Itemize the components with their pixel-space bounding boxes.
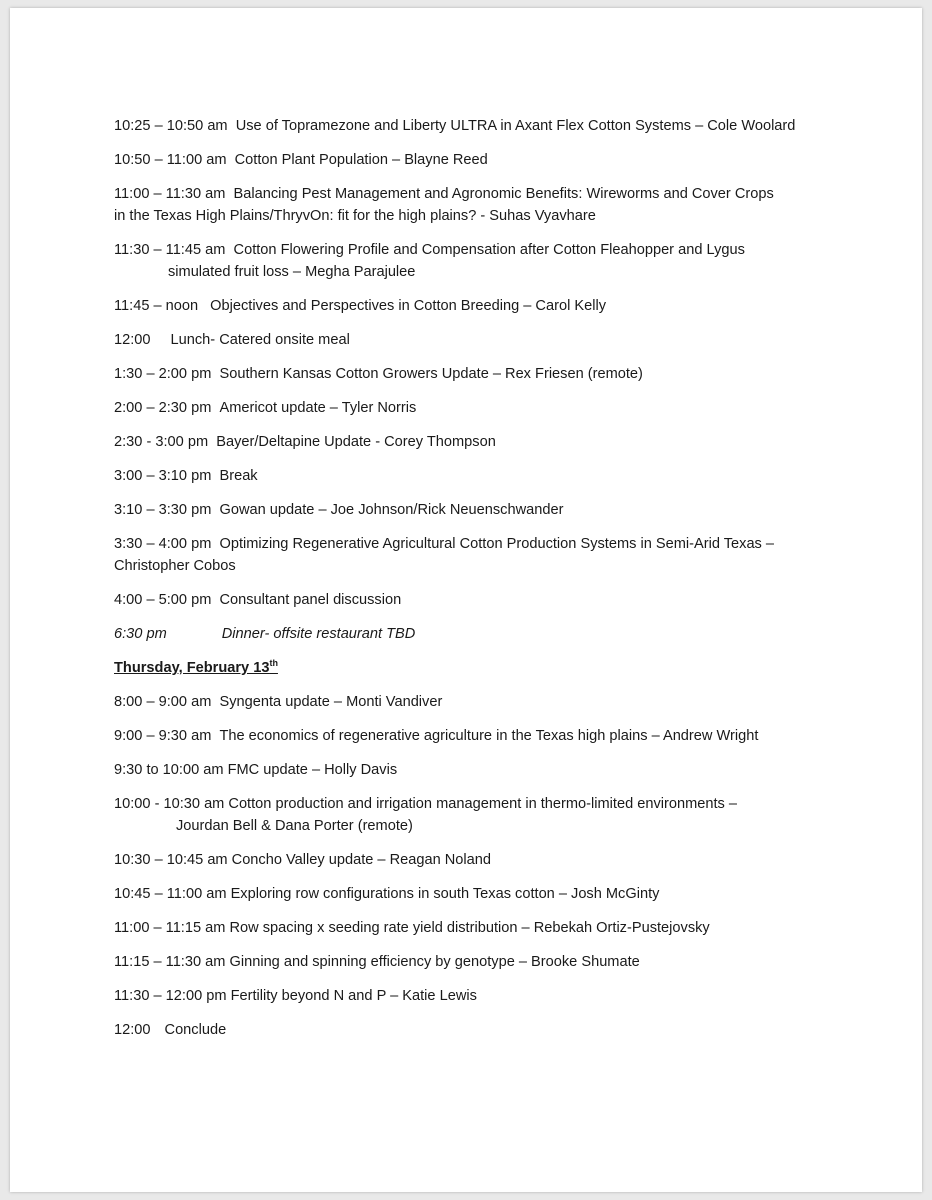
agenda-time: 11:30 – 12:00 pm [114, 988, 227, 1004]
agenda-item [114, 883, 814, 905]
agenda-time: 9:30 to 10:00 am [114, 762, 224, 778]
agenda-title: Lunch- Catered onsite meal [170, 332, 350, 348]
agenda-title: Row spacing x seeding rate yield distribution – Rebekah Ortiz-Pustejovsky [229, 920, 710, 936]
agenda-title: Concho Valley update – Reagan Noland [231, 852, 492, 868]
agenda-title: Break [219, 468, 258, 484]
agenda-title-continued: Christopher Cobos [114, 558, 236, 574]
agenda-item [114, 623, 814, 645]
agenda-title: Optimizing Regenerative Agricultural Cotton Production Systems in Semi-Arid Texas – [219, 536, 775, 552]
agenda-item [114, 499, 814, 521]
agenda-item [114, 725, 814, 747]
agenda-time: 11:45 – noon [114, 298, 199, 314]
agenda-time: 11:15 – 11:30 am [114, 954, 226, 970]
agenda-title: Exploring row configurations in south Texas cotton – Josh McGinty [230, 886, 660, 902]
agenda-title: Fertility beyond N and P – Katie Lewis [230, 988, 477, 1004]
agenda-title: The economics of regenerative agriculture in the Texas high plains – Andrew Wright [219, 728, 759, 744]
agenda-title: Objectives and Perspectives in Cotton Breeding – Carol Kelly [210, 298, 606, 314]
agenda-title: Bayer/Deltapine Update - Corey Thompson [216, 434, 496, 450]
agenda-time: 11:00 – 11:30 am [114, 186, 226, 202]
agenda-time: 2:30 - 3:00 pm [114, 434, 209, 450]
agenda-time: 4:00 – 5:00 pm [114, 592, 212, 608]
agenda-time: 3:30 – 4:00 pm [114, 536, 212, 552]
agenda-time: 1:30 – 2:00 pm [114, 366, 212, 382]
agenda-title-continued: in the Texas High Plains/ThryvOn: fit for the high plains? - Suhas Vyavhare [114, 208, 596, 224]
agenda-title: Conclude [164, 1022, 227, 1038]
agenda-title: Cotton Plant Population – Blayne Reed [234, 152, 488, 168]
agenda-time: 10:25 – 10:50 am [114, 118, 228, 134]
agenda-item [114, 329, 814, 351]
agenda-item [114, 589, 814, 611]
agenda-item [114, 363, 814, 385]
agenda-title: Syngenta update – Monti Vandiver [219, 694, 443, 710]
agenda-title: Use of Topramezone and Liberty ULTRA in Axant Flex Cotton Systems – Cole Woolard [235, 118, 796, 134]
agenda-time: 11:00 – 11:15 am [114, 920, 226, 936]
agenda-item [114, 849, 814, 871]
agenda [114, 115, 814, 1053]
day-heading [114, 657, 814, 679]
agenda-item [114, 691, 814, 713]
agenda-item [114, 917, 814, 939]
agenda-item [114, 149, 814, 171]
document-page [10, 8, 922, 1192]
agenda-title: Gowan update – Joe Johnson/Rick Neuenschwander [219, 502, 564, 518]
agenda-time: 12:00 [114, 332, 151, 348]
agenda-item [114, 431, 814, 453]
agenda-time: 10:00 - 10:30 am [114, 796, 225, 812]
agenda-item [114, 465, 814, 487]
agenda-time: 2:00 – 2:30 pm [114, 400, 212, 416]
agenda-title: FMC update – Holly Davis [227, 762, 398, 778]
agenda-time: 10:30 – 10:45 am [114, 852, 228, 868]
agenda-item [114, 533, 814, 577]
agenda-time: 9:00 – 9:30 am [114, 728, 212, 744]
agenda-title-continued: simulated fruit loss – Megha Parajulee [168, 264, 416, 280]
agenda-item [114, 295, 814, 317]
agenda-item [114, 239, 814, 283]
agenda-item [114, 115, 814, 137]
agenda-item [114, 183, 814, 227]
agenda-title-continued: Jourdan Bell & Dana Porter (remote) [176, 818, 413, 834]
day-heading-text: Thursday, February 13 [114, 660, 270, 676]
agenda-time: 11:30 – 11:45 am [114, 242, 226, 258]
agenda-item [114, 793, 814, 837]
agenda-title: Dinner- offsite restaurant TBD [221, 626, 416, 642]
agenda-time: 10:50 – 11:00 am [114, 152, 227, 168]
agenda-time: 12:00 [114, 1022, 151, 1038]
agenda-title: Southern Kansas Cotton Growers Update – Rex Friesen (remote) [219, 366, 643, 382]
agenda-item [114, 951, 814, 973]
agenda-title: Cotton production and irrigation management in thermo-limited environments – [228, 796, 738, 812]
day-heading-suffix: th [269, 658, 278, 668]
agenda-time: 6:30 pm [114, 626, 167, 642]
agenda-time: 3:00 – 3:10 pm [114, 468, 212, 484]
agenda-title: Consultant panel discussion [219, 592, 402, 608]
agenda-item [114, 1019, 814, 1041]
agenda-time: 10:45 – 11:00 am [114, 886, 227, 902]
agenda-item [114, 397, 814, 419]
agenda-title: Americot update – Tyler Norris [219, 400, 417, 416]
agenda-title: Balancing Pest Management and Agronomic Benefits: Wireworms and Cover Crops [233, 186, 774, 202]
agenda-time: 8:00 – 9:00 am [114, 694, 212, 710]
agenda-title: Ginning and spinning efficiency by genotype – Brooke Shumate [229, 954, 640, 970]
agenda-title: Cotton Flowering Profile and Compensation after Cotton Fleahopper and Lygus [233, 242, 745, 258]
agenda-item [114, 985, 814, 1007]
agenda-item [114, 759, 814, 781]
agenda-time: 3:10 – 3:30 pm [114, 502, 212, 518]
